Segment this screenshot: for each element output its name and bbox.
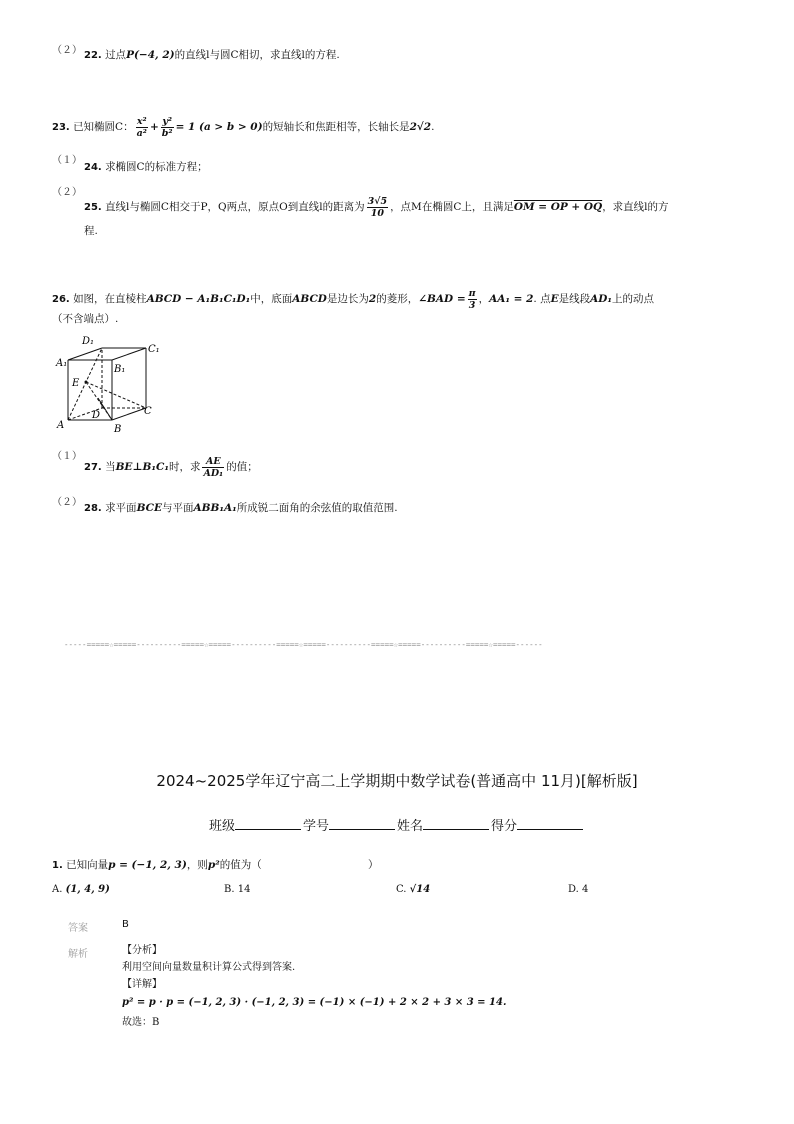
question-number: 23. (52, 122, 70, 133)
question-text: 的短轴长和焦距相等，长轴长是 (262, 121, 410, 133)
question-number: 1. (52, 860, 63, 871)
label-B: B (114, 424, 122, 435)
question-28: 28. 求平面BCE与平面ABB₁A₁所成锐二面角的余弦值的取值范围. (84, 502, 398, 514)
student-info-bar (0, 815, 794, 834)
option-a[interactable]: A. (1, 4, 9) (52, 884, 110, 895)
name-label: 姓名 (397, 819, 424, 834)
math-fraction: $\frac{3√5}{10}$ (367, 195, 388, 219)
question-text: 的直线l与圆C相切，求直线l的方程. (174, 49, 340, 61)
question-number: 22. (84, 50, 102, 61)
label-D: D (92, 410, 101, 421)
question-27: 27. 当BE⊥B₁C₁时，求 $\frac{AE}{\text{AD₁}}$ 的值； (84, 455, 258, 479)
question-26-continued: （不含端点）. (52, 313, 119, 325)
question-26: 26. 如图，在直棱柱ABCD − A₁B₁C₁D₁中，底面ABCD是边长为2的菱形，∠BAD = $\frac{\pi}{3}$ ，AA₁ = 2. 点E是线段AD₁上的动点 (52, 287, 654, 311)
analysis-heading: 【分析】 (122, 945, 162, 956)
sub-question-label: （１） (52, 155, 82, 166)
prism-figure (52, 330, 162, 438)
math-fraction: $\frac{\pi}{3}$ (468, 287, 476, 311)
question-24 (84, 160, 208, 175)
question-text: ，点M在椭圆C上，且满足 (390, 201, 514, 213)
page-title: 2024~2025学年辽宁高二上学期期中数学试卷(普通高中 11月)[解析版] (156, 772, 638, 790)
question-text: 直线l与椭圆C相交于P，Q两点，原点O到直线l的距离为 (105, 201, 365, 213)
math-vector-equation: OM = OP + OQ (513, 201, 603, 213)
math-fraction: $\frac{AE}{\text{AD₁}}$ (203, 455, 224, 479)
question-22 (84, 48, 340, 63)
score-label: 得分 (491, 819, 518, 834)
math-point: P(−4, 2) (126, 49, 175, 61)
option-b[interactable]: B. 14 (224, 884, 251, 895)
question-number: 25. (84, 202, 102, 213)
math-fraction: $\frac{\text{y²}}{\text{b²}}$ (161, 115, 173, 139)
label-D1: D₁ (82, 336, 95, 347)
id-label: 学号 (302, 819, 329, 834)
label-E: E (72, 378, 80, 389)
name-field[interactable] (423, 817, 489, 830)
page-separator: -----=====☆=====----------=====☆=====----------=====☆=====----------=====☆=====----------=====☆=====------ (64, 640, 543, 649)
class-label: 班级 (208, 819, 235, 834)
question-25-continued: 程. (84, 225, 98, 237)
question-number: 26. (52, 294, 70, 305)
label-A: A (57, 420, 65, 431)
score-field[interactable] (517, 817, 583, 830)
sub-question-label: （２） (52, 187, 82, 198)
question-text: 过点 (105, 49, 127, 61)
sub-question-label: （１） (52, 451, 82, 462)
detail-formula: p² = p · p = (−1, 2, 3) · (−1, 2, 3) = (−1) × (−1) + 2 × 2 + 3 × 3 = 14. (122, 997, 507, 1008)
class-field[interactable] (235, 817, 301, 830)
label-C: C (144, 406, 152, 417)
math-value: 2√2 (409, 121, 432, 133)
question-text: 求椭圆C的标准方程； (105, 161, 208, 173)
label-B1: B₁ (114, 364, 126, 375)
question-25 (84, 192, 669, 223)
label-C1: C₁ (148, 344, 160, 355)
question-text: ，求直线l的方 (602, 201, 669, 213)
answer-paren-close: ） (368, 859, 379, 871)
answer-value: B (122, 919, 129, 930)
question-number: 28. (84, 503, 102, 514)
math-fraction: $\frac{\text{x²}}{\text{a²}}$ (136, 115, 147, 139)
sub-question-label: （２） (52, 45, 82, 56)
question-number: 27. (84, 462, 102, 473)
option-c[interactable]: C. √14 (396, 884, 431, 895)
id-field[interactable] (329, 817, 395, 830)
analysis-text: 利用空间向量数量积计算公式得到答案. (122, 962, 296, 973)
question-number: 24. (84, 162, 102, 173)
answer-label: 答案 (68, 923, 88, 934)
question-1: 1. 已知向量p = (−1, 2, 3)，则p²的值为（ (52, 859, 262, 871)
option-d[interactable]: D. 4 (568, 884, 589, 895)
sub-question-label: （２） (52, 497, 82, 508)
question-text: 已知椭圆C： (73, 121, 134, 133)
question-23: 23. 已知椭圆C： $\frac{\text{x²}}{\text{a²}}$ + $\frac{\text{y²}}{\text{b²}}$ = 1 (a > b > 0)的短轴长和焦距相等，长轴长是2√2. (52, 115, 435, 139)
analysis-label: 解析 (68, 949, 88, 960)
conclusion: 故选：B (122, 1017, 160, 1028)
label-A1: A₁ (56, 358, 68, 369)
detail-heading: 【详解】 (122, 979, 162, 990)
math-equation: = 1 (a > b > 0) (175, 121, 263, 133)
